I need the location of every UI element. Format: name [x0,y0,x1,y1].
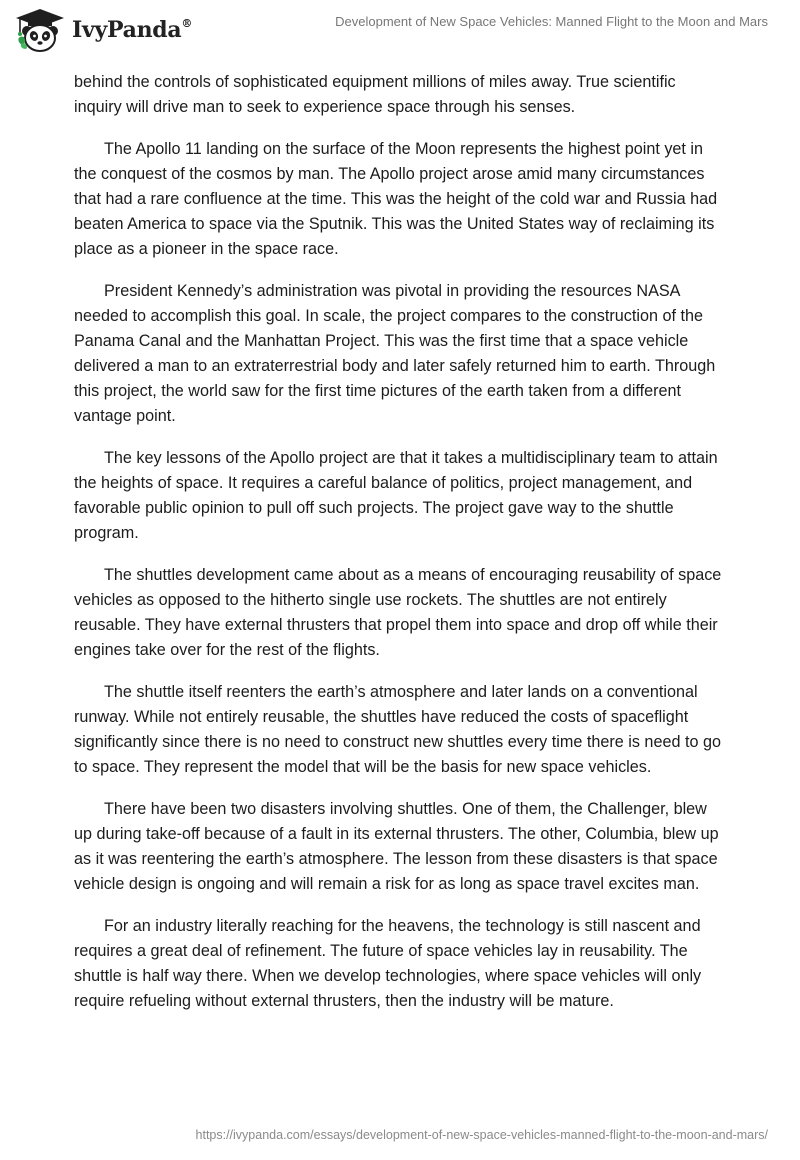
paragraph: behind the controls of sophisticated equipment millions of miles away. True scientific inquiry will drive man to seek to experience space through his senses. [74,73,676,116]
paragraph: The shuttle itself reenters the earth’s atmosphere and later lands on a conventional runway. While not entirely reusable, the shuttles have reduced the costs of spaceflight significantly since there is no need to construct new shuttles every time there is need to go to space. They represent the model that will be the basis for new space vehicles. [74,683,721,776]
paragraph: The shuttles development came about as a means of encouraging reusability of space vehicles as opposed to the hitherto single use rockets. The shuttles are not entirely reusable. They have external thrusters that propel them into space and drop off while their engines take over for the rest of the flights. [74,566,722,659]
registered-mark: ® [181,16,193,30]
paragraph: The key lessons of the Apollo project are that it takes a multidisciplinary team to attain the heights of space. It requires a careful balance of politics, project management, and favorable public opinion to pull off such projects. The project gave way to the shuttle program. [74,449,718,542]
paragraph: The Apollo 11 landing on the surface of the Moon represents the highest point yet in the conquest of the cosmos by man. The Apollo project arose amid many circumstances that had a rare confluence at the time. This was the height of the cold war and Russia had beaten America to space via the Sputnik. This was the United States way of reclaiming its place as a pioneer in the space race. [74,140,718,258]
essay-body [74,70,726,1031]
logo-wordmark: IvyPanda® [72,16,193,43]
panda-graduate-icon [14,7,66,53]
page-header [0,0,800,60]
paragraph: President Kennedy’s administration was pivotal in providing the resources NASA needed to accomplish this goal. In scale, the project compares to the construction of the Panama Canal and the Manhattan Project. This was the first time that a space vehicle delivered a man to an extraterrestrial body and later safely returned him to earth. Through this project, the world saw for the first time pictures of the earth taken from a different vantage point. [74,282,716,425]
ivypanda-logo[interactable] [14,6,192,54]
source-url-link[interactable]: https://ivypanda.com/essays/development-of-new-space-vehicles-manned-flight-to-the-moon-and-mars/ [195,1128,768,1142]
document-title: Development of New Space Vehicles: Manned Flight to the Moon and Mars [335,14,768,29]
paragraph: There have been two disasters involving shuttles. One of them, the Challenger, blew up during take-off because of a fault in its external thrusters. The other, Columbia, blew up as it was reentering the earth’s atmosphere. The lesson from these disasters is that space vehicle design is ongoing and will remain a risk for as long as space travel excites man. [74,800,719,893]
paragraph: For an industry literally reaching for the heavens, the technology is still nascent and requires a great deal of refinement. The future of space vehicles lay in reusability. The shuttle is half way there. When we develop technologies, where space vehicles will only require refueling without external thrusters, then the industry will be mature. [74,917,702,1010]
